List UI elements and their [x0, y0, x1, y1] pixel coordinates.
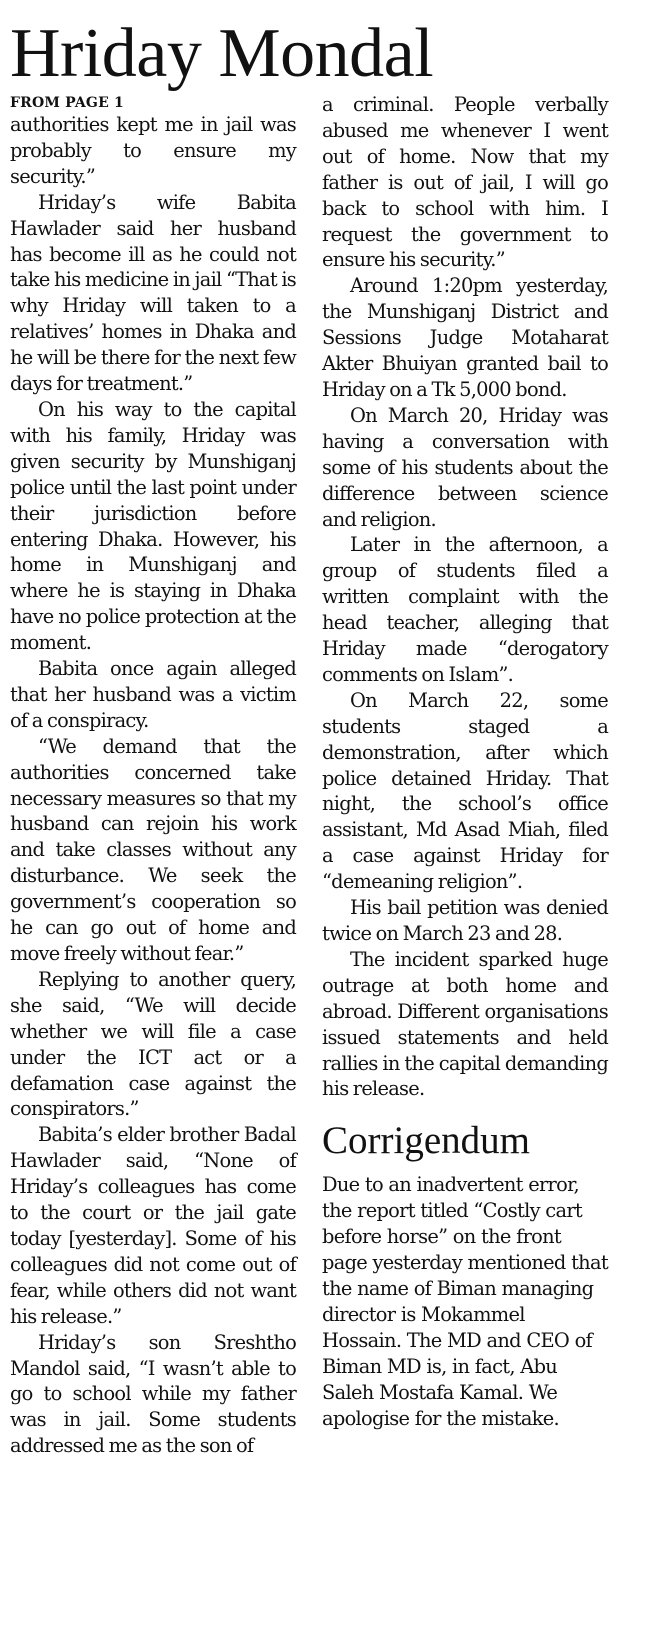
right-column	[322, 92, 608, 1432]
article-paragraph: Babita once again alleged that her husband was a victim of a conspiracy.	[10, 657, 296, 732]
article-paragraph: On his way to the capital with his family, Hriday was given security by Munshiganj police until the last point under their jurisdiction before entering Dhaka. However, his home in Munshiganj and where he is staying in Dhaka have no police protection at the moment.	[10, 397, 296, 655]
article-paragraph: His bail petition was denied twice on March 23 and 28.	[322, 896, 608, 945]
article-paragraph: The incident sparked huge outrage at both home and abroad. Different organisations issued statements and held rallies in the capital demanding his release.	[322, 947, 608, 1101]
corrigendum-text: Due to an inadvertent error, the report titled “Costly cart before horse” on the front page yesterday mentioned that the name of Biman managing director is Mokammel Hossain. The MD and CEO of Biman MD is, in fact, Abu Saleh Mostafa Kamal. We apologise for the mistake.	[322, 1173, 608, 1431]
article-paragraph: a criminal. People verbally abused me whenever I went out of home. Now that my father is out of jail, I will go back to school with him. I request the government to ensure his security.”	[322, 93, 608, 272]
left-column	[10, 94, 296, 1459]
article-paragraph: Babita’s elder brother Badal Hawlader said, “None of Hriday’s colleagues has come to the court or the jail gate today [yesterday]. Some of his colleagues did not come out of fear, while others did not want his release.”	[10, 1123, 296, 1328]
article-paragraph: “We demand that the authorities concerned take necessary measures so that my husband can rejoin his work and take classes without any disturbance. We seek the government’s cooperation so he can go out of home and move freely without fear.”	[10, 734, 296, 965]
article-paragraph: authorities kept me in jail was probably to ensure my security.”	[10, 113, 296, 188]
article-paragraph: Later in the afternoon, a group of students filed a written complaint with the head teacher, alleging that Hriday made “derogatory comments on Islam”.	[322, 533, 608, 686]
headline: Hriday Mondal	[10, 15, 434, 92]
article-paragraph: Replying to another query, she said, “We will decide whether we will file a case under the ICT act or a defamation case against the conspirators.”	[10, 967, 296, 1121]
article-paragraph: On March 22, some students staged a demonstration, after which police detained Hriday. That night, the school’s office assistant, Md Asad Miah, filed a case against Hriday for “demeaning religion”.	[322, 688, 608, 894]
article-paragraph: On March 20, Hriday was having a conversation with some of his students about the difference between science and religion.	[322, 403, 608, 531]
kicker-from-page: FROM PAGE 1	[10, 95, 124, 111]
article-paragraph: Hriday’s wife Babita Hawlader said her husband has become ill as he could not take his medicine in jail “That is why Hriday will taken to a relatives’ homes in Dhaka and he will be there for the next few days for treatment.”	[10, 190, 296, 396]
corrigendum-title: Corrigendum	[322, 1119, 530, 1163]
article-paragraph: Around 1:20pm yesterday, the Munshiganj District and Sessions Judge Motaharat Akter Bhuiyan granted bail to Hriday on a Tk 5,000 bond.	[322, 274, 608, 401]
article-paragraph: Hriday’s son Sreshtho Mandol said, “I wasn’t able to go to school while my father was in jail. Some students addressed me as the son of	[10, 1330, 296, 1458]
